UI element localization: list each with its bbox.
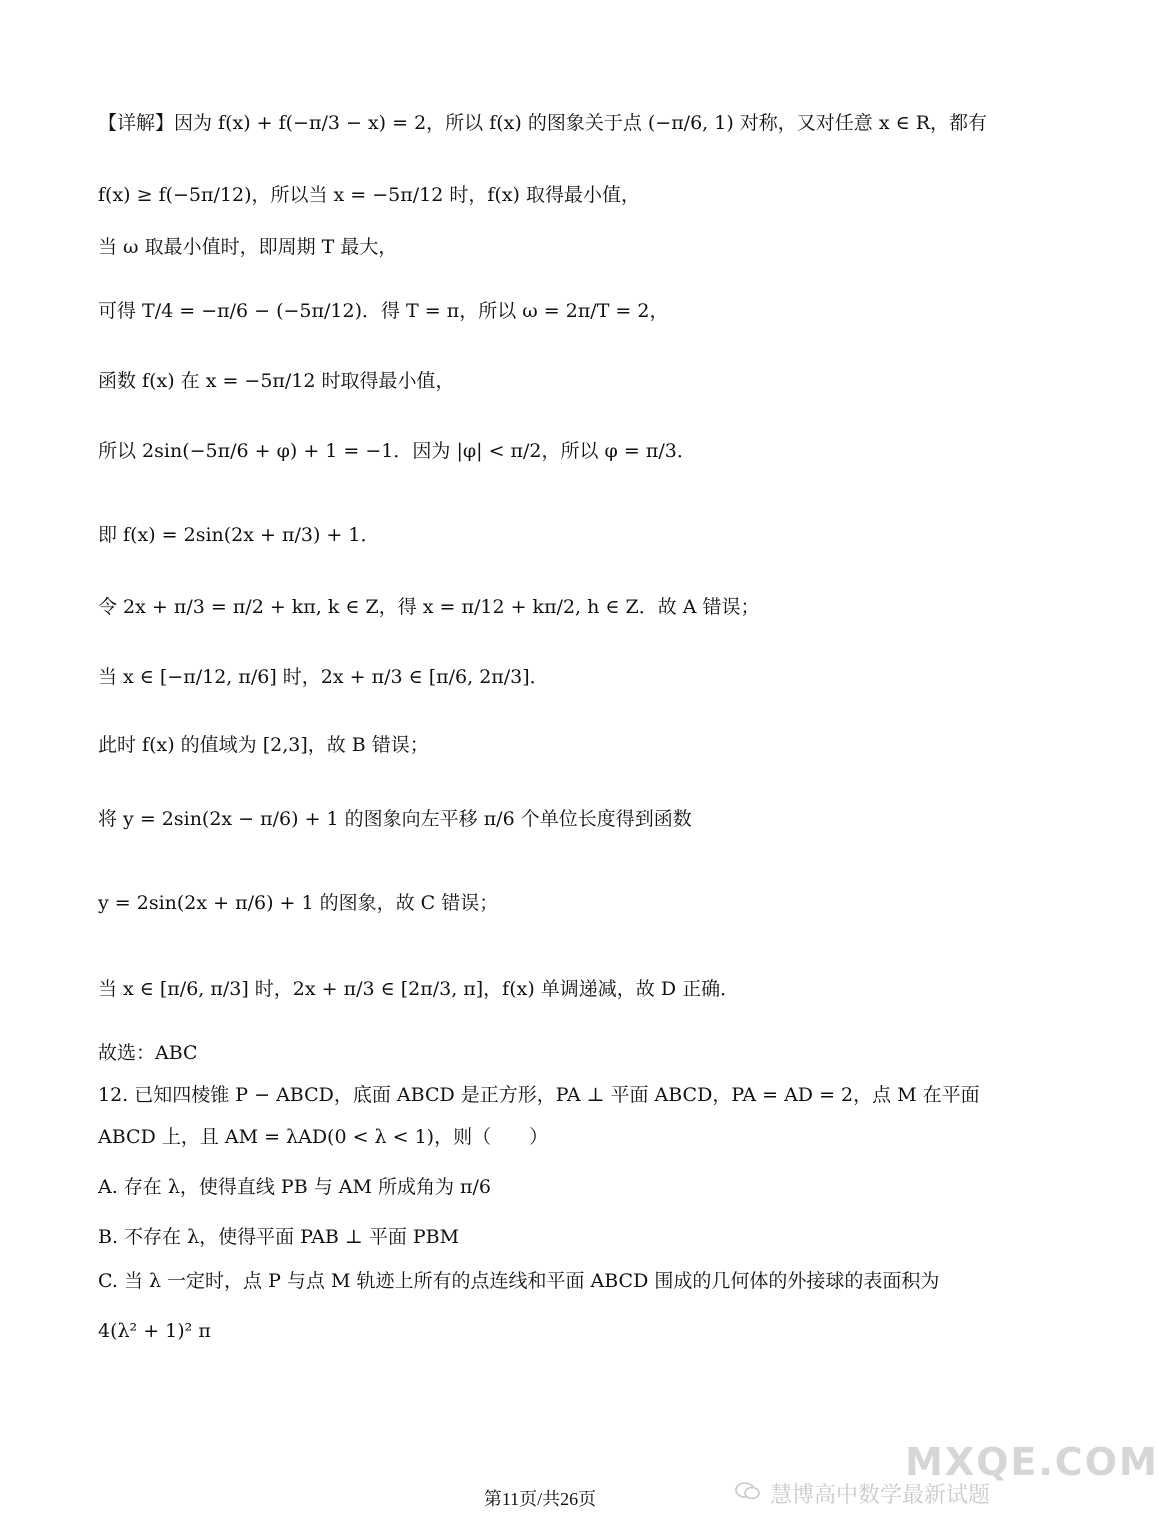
text-line: 所以 2sin(−5π/6 + φ) + 1 = −1．因为 |φ| < π/2，所以 φ = π/3． xyxy=(98,440,696,462)
page-footer: 第11页/共26页 xyxy=(483,1489,597,1509)
text-line: 即 f(x) = 2sin(2x + π/3) + 1． xyxy=(98,524,380,546)
text-line: ABCD 上，且 AM = λAD(0 < λ < 1)，则（ ） xyxy=(98,1126,549,1148)
text-line: C. 当 λ 一定时，点 P 与点 M 轨迹上所有的点连线和平面 ABCD 围成的几何体的外接球的表面积为 xyxy=(98,1270,940,1292)
text-line: 将 y = 2sin(2x − π/6) + 1 的图象向左平移 π/6 个单位长度得到函数 xyxy=(98,808,692,830)
text-line: 故选：ABC xyxy=(98,1042,198,1064)
text-line: B. 不存在 λ，使得平面 PAB ⊥ 平面 PBM xyxy=(98,1226,460,1248)
text-line: 4(λ² + 1)² π xyxy=(98,1320,211,1342)
text-line: A. 存在 λ，使得直线 PB 与 AM 所成角为 π/6 xyxy=(98,1176,491,1198)
text-line: y = 2sin(2x + π/6) + 1 的图象，故 C 错误； xyxy=(98,892,499,914)
text-line: 令 2x + π/3 = π/2 + kπ, k ∈ Z，得 x = π/12 + kπ/2, h ∈ Z．故 A 错误； xyxy=(98,596,760,618)
text-line: 函数 f(x) 在 x = −5π/12 时取得最小值， xyxy=(98,370,455,392)
text-line: 当 x ∈ [−π/12, π/6] 时，2x + π/3 ∈ [π/6, 2π/3]． xyxy=(98,666,549,688)
watermark-logo: MXQE.COM xyxy=(905,1440,1159,1484)
text-line: 此时 f(x) 的值域为 [2,3]，故 B 错误； xyxy=(98,734,429,756)
text-line: 可得 T/4 = −π/6 − (−5π/12)．得 T = π，所以 ω = 2π/T = 2， xyxy=(98,300,669,322)
watermark-text: 慧博高中数学最新试题 xyxy=(770,1483,991,1508)
wechat-icon xyxy=(735,1481,761,1501)
text-line: 【详解】因为 f(x) + f(−π/3 − x) = 2，所以 f(x) 的图象关于点 (−π/6, 1) 对称，又对任意 x ∈ R，都有 xyxy=(98,112,987,134)
text-line: f(x) ≥ f(−5π/12)，所以当 x = −5π/12 时，f(x) 取得最小值， xyxy=(98,184,640,206)
text-line: 当 x ∈ [π/6, π/3] 时，2x + π/3 ∈ [2π/3, π]，f(x) 单调递减，故 D 正确． xyxy=(98,978,740,1000)
text-line: 当 ω 取最小值时，即周期 T 最大， xyxy=(98,236,398,258)
text-line: 12. 已知四棱锥 P − ABCD，底面 ABCD 是正方形，PA ⊥ 平面 ABCD，PA = AD = 2，点 M 在平面 xyxy=(98,1084,980,1106)
